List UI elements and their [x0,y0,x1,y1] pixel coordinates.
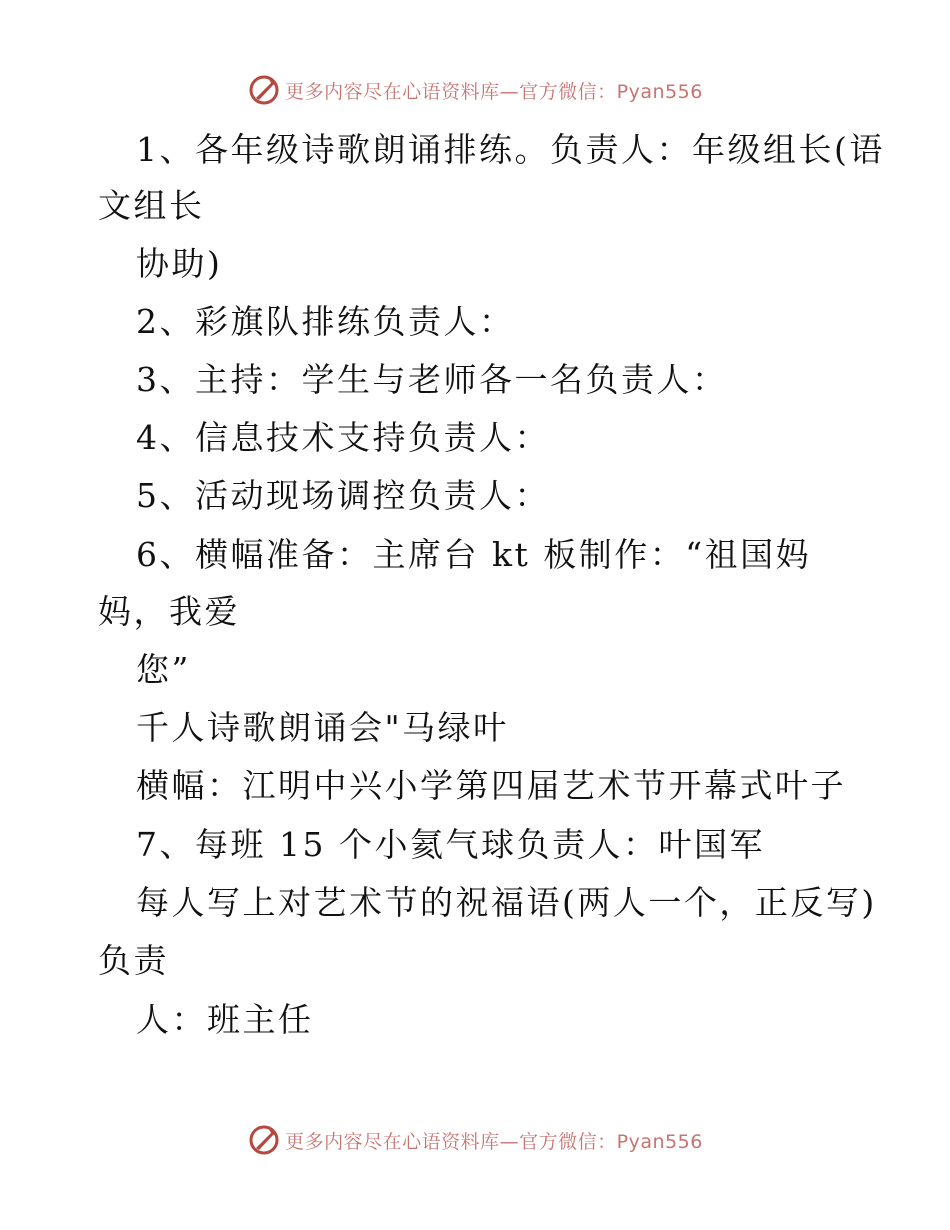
header-banner-text: 更多内容尽在心语资料库—官方微信：Pyan556 [285,80,703,103]
text-line: 3、主持：学生与老师各一名负责人： [136,360,728,399]
text-line: 4、信息技术支持负责人： [136,418,550,457]
text-line: 5、活动现场调控负责人： [136,476,550,515]
text-line: 妈，我爱 [98,592,240,631]
text-line: 横幅：江明中兴小学第四届艺术节开幕式叶子 [136,766,846,805]
footer-banner [0,1120,950,1160]
text-line: 2、彩旗队排练负责人： [136,302,515,341]
quill-pen-logo-icon [247,1123,281,1157]
text-line: 您” [136,650,191,689]
text-line: 负责 [98,941,169,980]
footer-banner-text: 更多内容尽在心语资料库—官方微信：Pyan556 [285,1130,703,1153]
text-line: 协助) [136,244,223,283]
quill-pen-logo-icon [247,73,281,107]
text-line: 千人诗歌朗诵会"马绿叶 [136,708,509,747]
text-line: 每人写上对艺术节的祝福语(两人一个，正反写) [136,883,877,922]
text-line: 1、各年级诗歌朗诵排练。负责人：年级组长(语 [136,130,885,169]
header-banner [0,70,950,110]
text-line: 文组长 [98,186,205,225]
text-line: 6、横幅准备：主席台 kt 板制作：“祖国妈 [136,535,812,574]
text-line: 人：班主任 [136,1000,314,1039]
text-line: 7、每班 15 个小氦气球负责人：叶国军 [136,825,765,864]
